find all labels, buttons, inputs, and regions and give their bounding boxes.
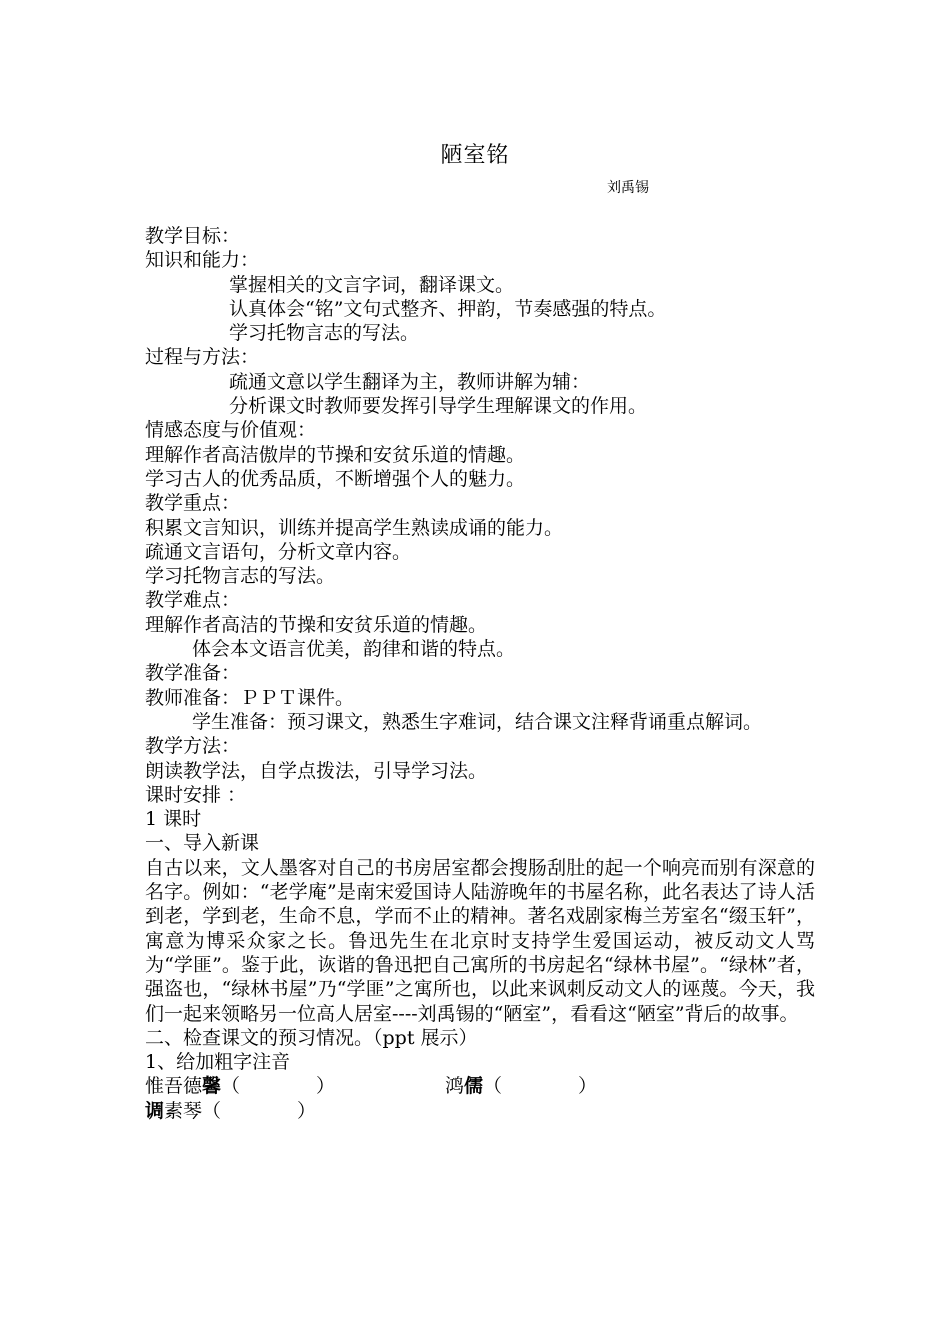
heading-difficulties: 教学难点： xyxy=(145,589,241,612)
attitude-line: 学习古人的优秀品质，不断增强个人的魅力。 xyxy=(145,467,526,490)
process-line: 分析课文时教师要发挥引导学生理解课文的作用。 xyxy=(229,395,648,418)
pinyin-item-2: 鸿儒（ ） xyxy=(445,1075,598,1098)
answer-blank[interactable]: （ ） xyxy=(202,1099,317,1122)
teacher-preparation: 教师准备：ＰＰＴ课件。 xyxy=(145,686,355,709)
pinyin-row-1 xyxy=(145,1074,815,1098)
student-preparation: 学生准备：预习课文，熟悉生字难词，结合课文注释背诵重点解词。 xyxy=(192,710,763,733)
pinyin-row-2 xyxy=(145,1099,815,1123)
heading-attitude: 情感态度与价值观： xyxy=(145,419,317,442)
heading-preparation: 教学准备： xyxy=(145,662,241,685)
methods-line: 朗读教学法，自学点拨法，引导学习法。 xyxy=(145,759,488,782)
key-point-line: 积累文言知识，训练并提高学生熟读成诵的能力。 xyxy=(145,516,564,539)
heading-schedule: 课时安排 ： xyxy=(145,783,247,806)
pinyin-item-3: 调素琴（ ） xyxy=(145,1099,317,1122)
answer-blank[interactable]: （ ） xyxy=(483,1075,598,1098)
difficulty-line: 体会本文语言优美，韵律和谐的特点。 xyxy=(192,638,516,661)
document-body xyxy=(145,224,815,1123)
pinyin-item-1: 惟吾德馨（ ） xyxy=(145,1075,336,1098)
key-point-line: 疏通文言语句，分析文章内容。 xyxy=(145,540,412,563)
document-author: 刘禹锡 xyxy=(607,180,649,196)
section-introduction: 一、导入新课 xyxy=(145,832,260,855)
key-point-line: 学习托物言志的写法。 xyxy=(145,565,336,588)
goal-line: 掌握相关的文言字词，翻译课文。 xyxy=(229,273,515,296)
exercise-heading: 1、给加粗字注音 xyxy=(145,1051,291,1074)
heading-methods: 教学方法： xyxy=(145,735,241,758)
goal-line: 学习托物言志的写法。 xyxy=(229,322,420,345)
document-title: 陋室铭 xyxy=(440,143,510,168)
heading-key-points: 教学重点： xyxy=(145,492,241,515)
goal-line: 认真体会“铭”文句式整齐、押韵，节奏感强的特点。 xyxy=(229,297,667,320)
heading-knowledge: 知识和能力： xyxy=(145,249,260,272)
process-line: 疏通文意以学生翻译为主，教师讲解为辅： xyxy=(229,370,591,393)
difficulty-line: 理解作者高洁的节操和安贫乐道的情趣。 xyxy=(145,613,488,636)
introduction-paragraph: 自古以来，文人墨客对自己的书房居室都会搜肠刮肚的起一个响亮而别有深意的名字。例如：“老学庵”是南宋爱国诗人陆游晚年的书屋名称，此名表达了诗人活到老，学到老，生命不息，学而不止的精神。著名戏剧家梅兰芳室名“缀玉轩”，寓意为博采众家之长。鲁迅先生在北京时支持学生爱国运动，被反动文人骂为“学匪”。鉴于此，诙谐的鲁迅把自己寓所的书房起名“绿林书屋”。“绿林”者，强盗也，“绿林书屋”乃“学匪”之寓所也，以此来讽刺反动文人的诬蔑。今天，我们一起来领略另一位高人居室----刘禹锡的“陋室”，看看这“陋室”背后的故事。 xyxy=(145,856,815,1025)
answer-blank[interactable]: （ ） xyxy=(221,1075,336,1098)
heading-process: 过程与方法： xyxy=(145,346,260,369)
schedule-line: 1 课时 xyxy=(145,808,202,831)
section-check-preview: 二、检查课文的预习情况。（ppt 展示） xyxy=(145,1026,478,1049)
heading-teaching-goals: 教学目标： xyxy=(145,225,241,247)
attitude-line: 理解作者高洁傲岸的节操和安贫乐道的情趣。 xyxy=(145,443,526,466)
